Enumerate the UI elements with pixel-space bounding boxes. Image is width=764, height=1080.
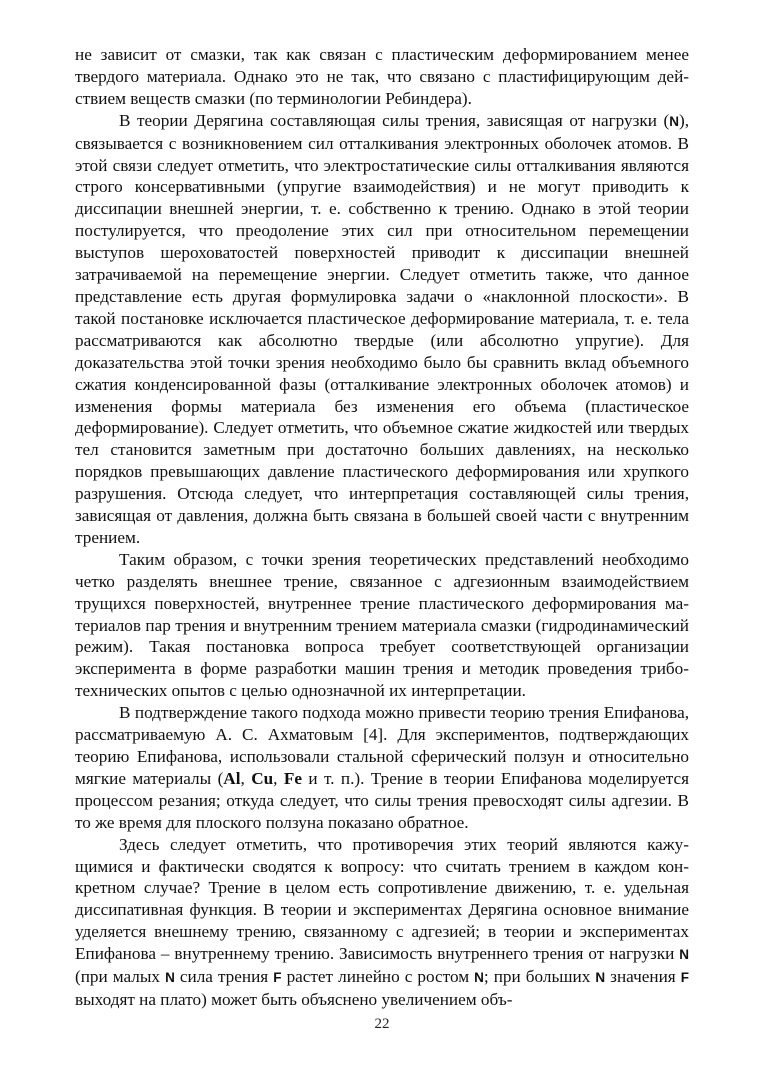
text-run: значения [605, 967, 681, 987]
page-number: 22 [374, 1016, 390, 1032]
text-run: Таким образом, с точки зрения теоретических представлений необходимо четко разделять внешнее трение, связанное с адгезионным взаимодействием трущихся поверхностей, внутреннее трение пластического деформирования материалов пар трения и внутренним трением материала смазки (гидродинамический режим). Такая постановка вопроса требует соответствующей организации эксперимента в форме разработки машин трения и методик проведения триботехнических опытов с целью однозначной их интерпретации. [75, 549, 689, 701]
math-symbol: N [679, 947, 689, 963]
text-run: ; при больших [483, 967, 596, 987]
text-run: выходят на плато) может быть объяснено увеличением объ- [75, 989, 513, 1009]
math-symbol: N [595, 970, 606, 986]
paragraph-5 [75, 834, 689, 1011]
paragraph-3 [75, 549, 689, 702]
paragraph-4 [75, 702, 689, 833]
paragraph-1 [75, 44, 689, 110]
math-symbol: N [669, 113, 679, 129]
element-symbol: Al [223, 768, 241, 788]
paragraph-2 [75, 110, 689, 549]
text-run: Здесь следует отметить, что противоречия этих теорий являются кажущимися и фактически сводятся к вопросу: что считать трением в каждом конкретном случае? Трение в целом есть сопротивление движению, т. е. удельная диссипативная функция. В теории и экспериментах Дерягина основное внимание уделяется внешнему трению, связанному с адгезией; в теории и экспериментах Епифанова – внутреннему трению. Зависимость внутреннего трения от нагрузки [75, 834, 689, 964]
text-run: ), связывается с возникновением сил отталкивания электронных оболочек атомов. В этой связи следует отметить, что электростатические силы отталкивания являются строго консервативными (упругие взаимодействия) и не могут приводить к диссипации внешней энергии, т. е. собственно к трению. Однако в этой теории постулируется, что преодоление этих сил при относительном перемещении выступов шероховатостей поверхностей приводит к диссипации внешней затрачиваемой на перемещение энергии. Следует отметить также, что данное представление есть другая формулировка задачи о «наклонной плоскости». В такой постановке исключается пластическое деформирование материала, т. е. тела рассматриваются как абсолютно твердые (или абсолютно упругие). Для доказательства этой точки зрения необходимо было бы сравнить вклад объемного сжатия конденсированной фазы (отталкивание электронных оболочек атомов) и изменения формы материала без изменения его объема (пластическое деформирование). Следует отметить, что объемное сжатие жидкостей или твердых тел становится заметным при достаточно больших давлениях, на несколько порядков превышающих давление пластического деформирования или хрупкого разрушения. Отсюда следует, что интерпретация составляющей силы трения, зависящая от давления, должна быть связана в большей своей части с внутренним трением. [75, 110, 689, 547]
text-run: , [273, 768, 284, 788]
text-run: (при малых [75, 967, 166, 987]
math-symbol: F [680, 970, 689, 986]
element-symbol: Fe [283, 768, 303, 788]
text-run: В подтверждение такого подхода можно привести теорию трения Епифанова, рассматриваемую А. С. Ахматовым [4]. Для экспериментов, подтверждающих теорию Епифанова, использовали стальной сферический ползун и относительно мягкие материалы ( [75, 703, 689, 788]
page-body [75, 44, 689, 1011]
text-run: растет линейно с ростом [281, 967, 475, 987]
math-symbol: N [474, 970, 484, 986]
element-symbol: Cu [251, 768, 274, 788]
text-run: В теории Дерягина составляющая силы трения, зависящая от нагрузки ( [119, 110, 670, 130]
text-run: не зависит от смазки, так как связан с пластическим деформированием менее твердого материала. Однако это не так, что связано с пластифицирующим действием веществ смазки (по терминологии Ребиндера). [75, 45, 689, 108]
text-run: , [240, 768, 252, 788]
text-run: сила трения [174, 967, 274, 987]
math-symbol: F [273, 970, 282, 986]
math-symbol: N [165, 970, 175, 986]
text-run: и т. п.). Трение в теории Епифанова моделируется процессом резания; откуда следует, что силы трения превосходят силы адгезии. В то же время для плоского ползуна показано обратное. [75, 768, 690, 832]
